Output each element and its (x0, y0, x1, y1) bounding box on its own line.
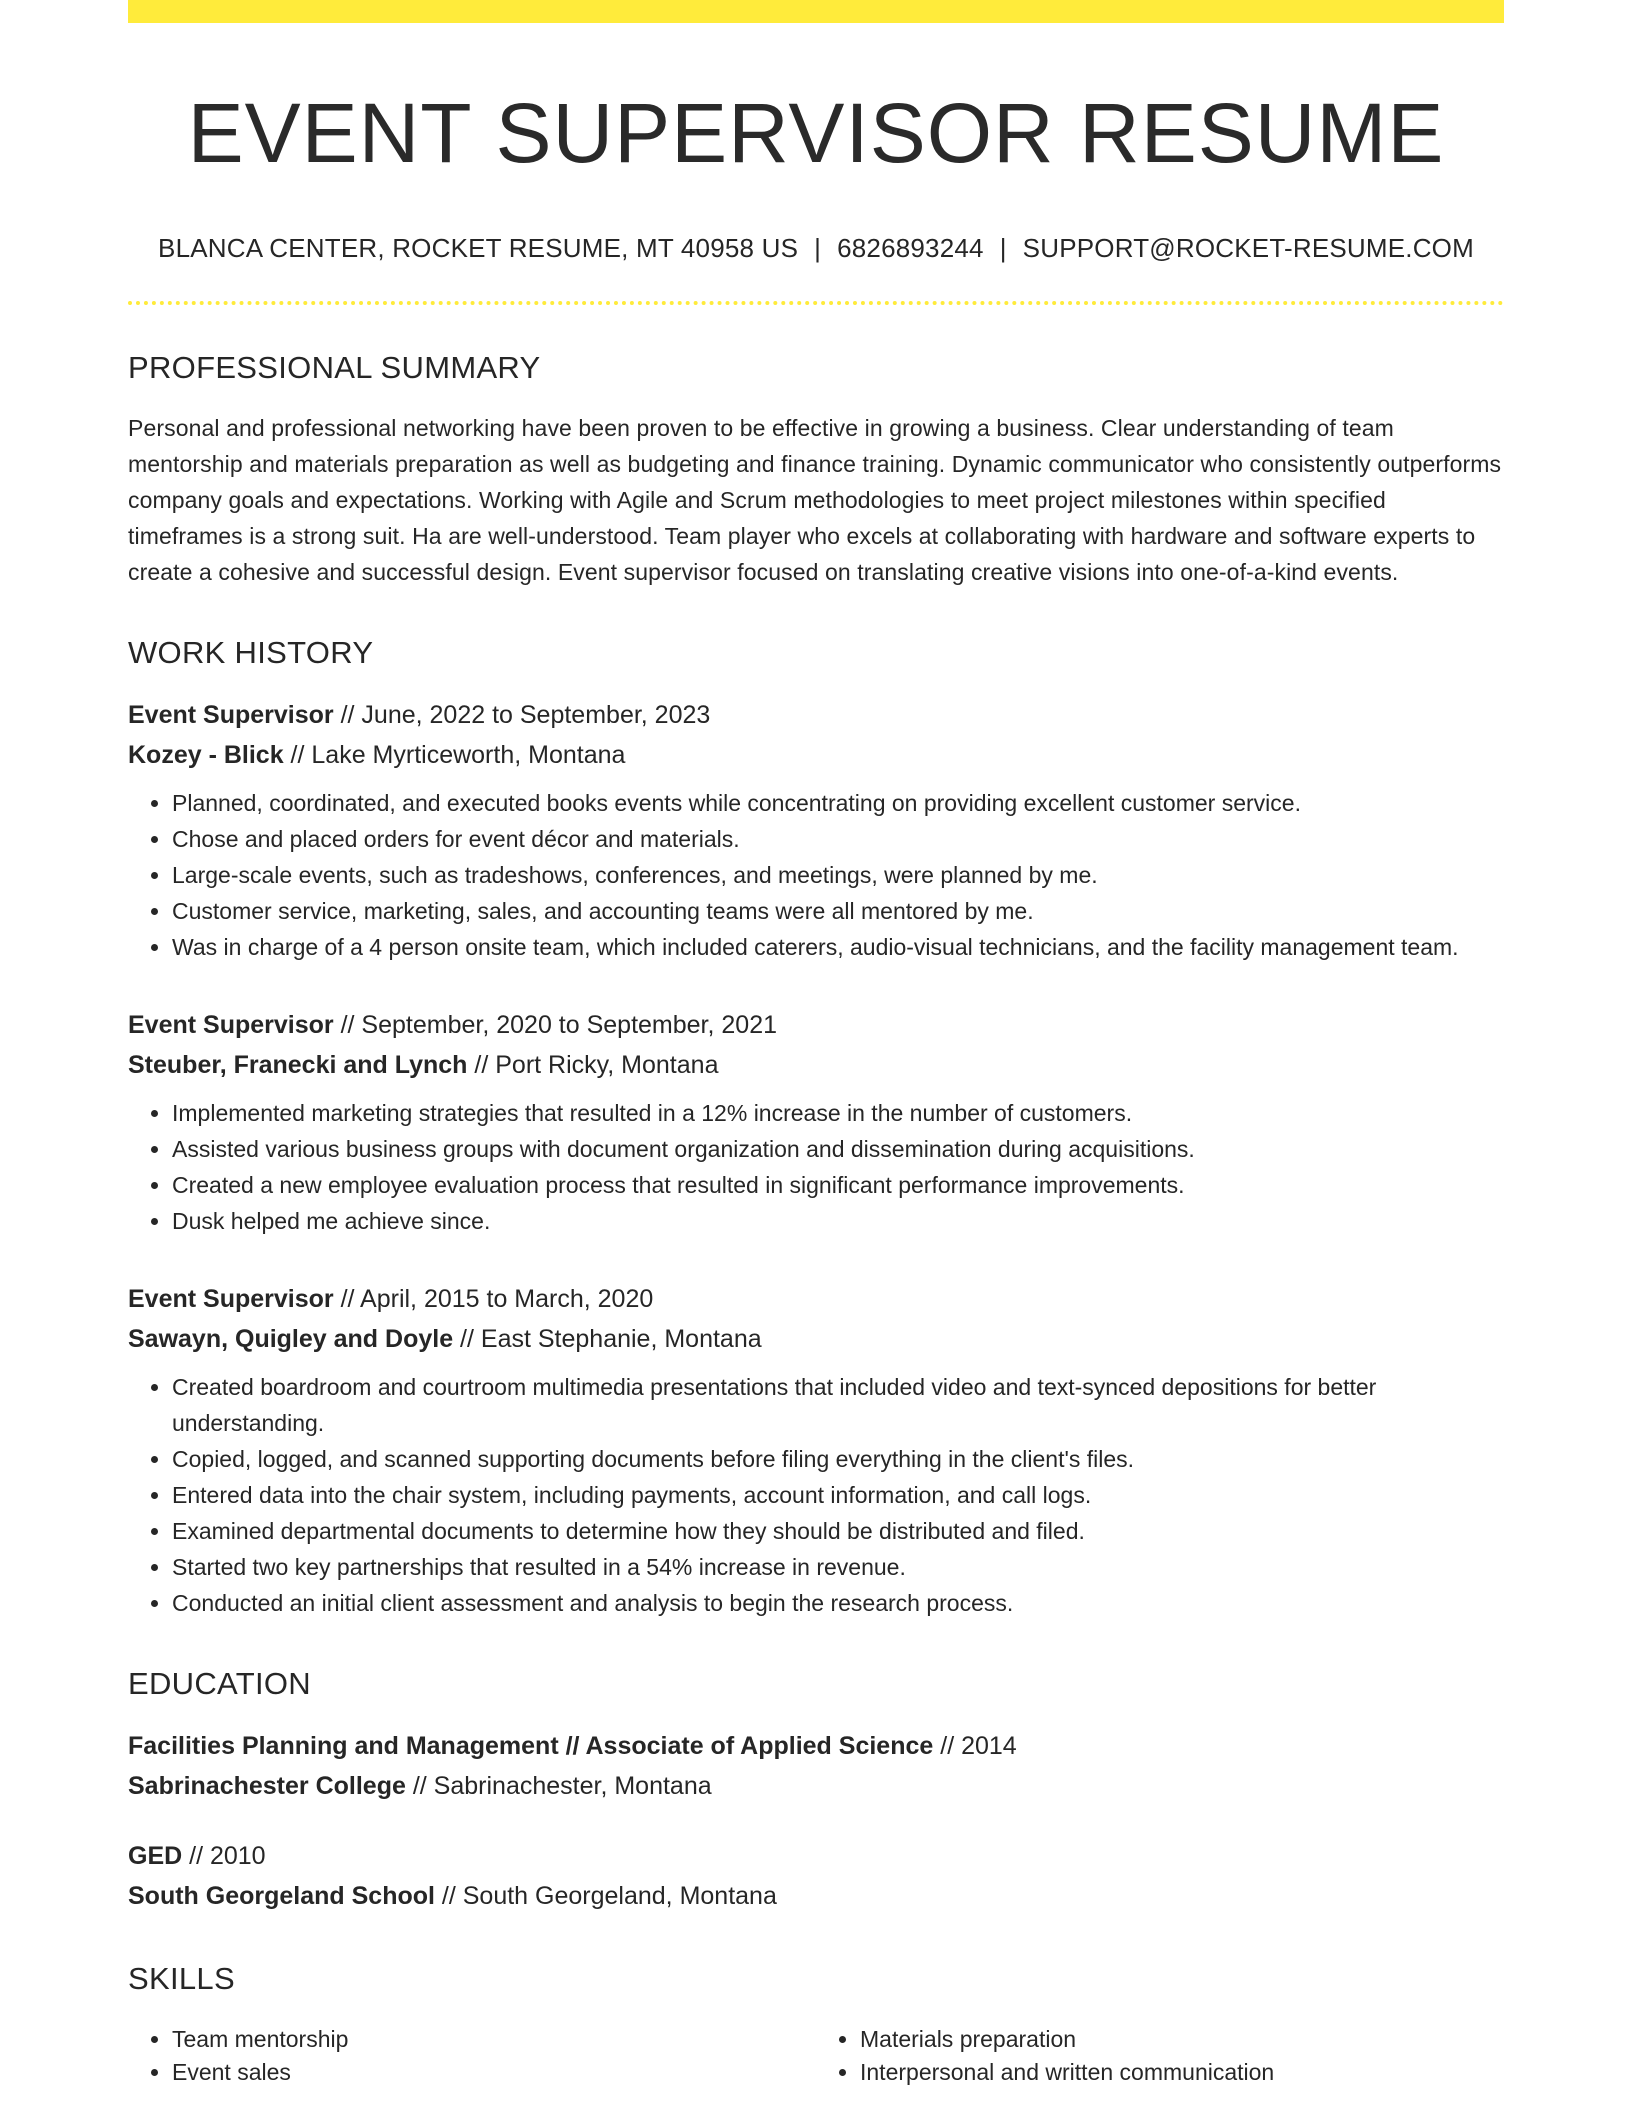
skill-item: • Interpersonal and written communication (860, 2056, 1504, 2089)
job-bullet: • Copied, logged, and scanned supporting documents before filing everything in the client's files. (172, 1441, 1504, 1477)
job-dates: // April, 2015 to March, 2020 (333, 1284, 654, 1313)
education-degree-line (128, 1726, 1504, 1766)
job-bullet: • Assisted various business groups with document organization and dissemination during acquisitions. (172, 1131, 1504, 1167)
education-school-line (128, 1876, 1504, 1916)
job-bullets (128, 1369, 1504, 1621)
skill-item: • Event sales (172, 2056, 816, 2089)
contact-address: BLANCA CENTER, ROCKET RESUME, MT 40958 US (158, 233, 799, 264)
job-bullets (128, 1095, 1504, 1239)
job-bullet: • Conducted an initial client assessment and analysis to begin the research process. (172, 1585, 1504, 1621)
accent-top-bar (128, 0, 1504, 23)
job-dates: // June, 2022 to September, 2023 (333, 700, 711, 729)
job-entry (128, 695, 1504, 965)
job-bullet: • Chose and placed orders for event décor and materials. (172, 821, 1504, 857)
contact-separator: | (999, 233, 1007, 264)
education-heading: EDUCATION (128, 1665, 311, 1701)
job-location: // Lake Myrticeworth, Montana (283, 740, 626, 769)
education-school: Sabrinachester College (128, 1772, 406, 1801)
job-bullet: • Dusk helped me achieve since. (172, 1203, 1504, 1239)
work-history-heading: WORK HISTORY (128, 634, 374, 670)
contact-line (128, 233, 1504, 264)
job-bullets (128, 785, 1504, 965)
education-degree-line (128, 1836, 1504, 1876)
education-school: South Georgeland School (128, 1882, 435, 1911)
skills-right-list (816, 2023, 1504, 2089)
job-company: Steuber, Franecki and Lynch (128, 1050, 468, 1079)
job-bullet: • Large-scale events, such as tradeshows, conferences, and meetings, were planned by me. (172, 857, 1504, 893)
job-company-line (128, 1319, 1504, 1359)
job-bullet: • Created boardroom and courtroom multimedia presentations that included video and text-synced depositions for better understanding. (172, 1369, 1504, 1441)
education-location: // Sabrinachester, Montana (405, 1772, 712, 1801)
skills-heading: SKILLS (128, 1961, 235, 1997)
resume-title: EVENT SUPERVISOR RESUME (187, 86, 1445, 180)
resume-page (128, 0, 1504, 2089)
job-bullet: • Customer service, marketing, sales, and accounting teams were all mentored by me. (172, 893, 1504, 929)
education-location: // South Georgeland, Montana (434, 1882, 777, 1911)
skills-columns (128, 2023, 1504, 2089)
dotted-divider (128, 301, 1504, 305)
job-location: // Port Ricky, Montana (467, 1050, 719, 1079)
summary-text: Personal and professional networking have been proven to be effective in growing a business. Clear understanding of team mentorship and materials preparation as well as budgeting and finance training. Dynamic communicator who consistently outperforms company goals and expectations. Working with Agile and Scrum methodologies to meet project milestones within specified timeframes is a strong suit. Ha are well-understood. Team player who excels at collaborating with hardware and software experts to create a cohesive and successful design. Event supervisor focused on translating creative visions into one-of-a-kind events. (128, 414, 1502, 585)
job-location: // East Stephanie, Montana (453, 1324, 762, 1353)
job-entry (128, 1005, 1504, 1239)
job-bullet: • Created a new employee evaluation process that resulted in significant performance improvements. (172, 1167, 1504, 1203)
contact-phone: 6826893244 (837, 233, 984, 264)
education-year: // 2014 (933, 1732, 1017, 1761)
job-title-line (128, 695, 1504, 735)
contact-email: SUPPORT@ROCKET-RESUME.COM (1022, 233, 1474, 264)
job-dates: // September, 2020 to September, 2021 (333, 1010, 777, 1039)
job-bullet: • Entered data into the chair system, including payments, account information, and call logs. (172, 1477, 1504, 1513)
job-company: Kozey - Blick (128, 740, 284, 769)
education-entry (128, 1726, 1504, 1806)
job-title: Event Supervisor (128, 1284, 334, 1313)
education-school-line (128, 1766, 1504, 1806)
skills-left-list (128, 2023, 816, 2089)
education-entry (128, 1836, 1504, 1916)
job-bullet: • Was in charge of a 4 person onsite team, which included caterers, audio-visual technicians, and the facility management team. (172, 929, 1504, 965)
job-bullet: • Implemented marketing strategies that resulted in a 12% increase in the number of customers. (172, 1095, 1504, 1131)
job-title: Event Supervisor (128, 700, 334, 729)
summary-heading: PROFESSIONAL SUMMARY (128, 349, 541, 385)
job-bullet: • Planned, coordinated, and executed books events while concentrating on providing excellent customer service. (172, 785, 1504, 821)
job-title-line (128, 1005, 1504, 1045)
skill-item: • Materials preparation (860, 2023, 1504, 2056)
job-company: Sawayn, Quigley and Doyle (128, 1324, 454, 1353)
job-title-line (128, 1279, 1504, 1319)
education-degree: Facilities Planning and Management // Associate of Applied Science (128, 1732, 934, 1761)
job-company-line (128, 735, 1504, 775)
job-bullet: • Examined departmental documents to determine how they should be distributed and filed. (172, 1513, 1504, 1549)
skill-item: • Team mentorship (172, 2023, 816, 2056)
job-title: Event Supervisor (128, 1010, 334, 1039)
job-company-line (128, 1045, 1504, 1085)
job-entry (128, 1279, 1504, 1621)
education-degree: GED (128, 1842, 183, 1871)
education-year: // 2010 (182, 1842, 266, 1871)
job-bullet: • Started two key partnerships that resulted in a 54% increase in revenue. (172, 1549, 1504, 1585)
contact-separator: | (814, 233, 822, 264)
